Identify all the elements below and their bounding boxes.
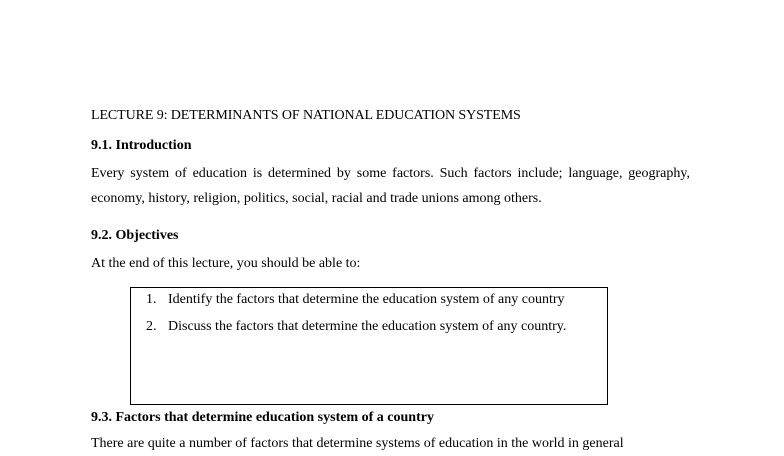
- objectives-box: [130, 287, 608, 405]
- objective-number: 1.: [146, 292, 157, 307]
- objectives-list: [131, 288, 607, 340]
- objective-number: 2.: [146, 319, 157, 334]
- objective-item: [131, 286, 607, 313]
- objective-text: Discuss the factors that determine the education system of any country.: [168, 319, 567, 334]
- introduction-paragraph: Every system of education is determined by some factors. Such factors include; language, geography, economy, history, religion, politics, social, racial and trade unions among others.: [91, 166, 690, 206]
- section-heading-factors: 9.3. Factors that determine education system of a country: [91, 410, 434, 425]
- section-heading-objectives: 9.2. Objectives: [91, 228, 179, 243]
- section-heading-introduction: 9.1. Introduction: [91, 138, 192, 153]
- factors-paragraph: There are quite a number of factors that determine systems of education in the world in general: [91, 436, 624, 451]
- objective-item: [131, 313, 607, 340]
- lecture-title: LECTURE 9: DETERMINANTS OF NATIONAL EDUCATION SYSTEMS: [91, 108, 521, 123]
- objectives-intro-paragraph: At the end of this lecture, you should be able to:: [91, 256, 361, 271]
- objective-text: Identify the factors that determine the education system of any country: [168, 292, 565, 307]
